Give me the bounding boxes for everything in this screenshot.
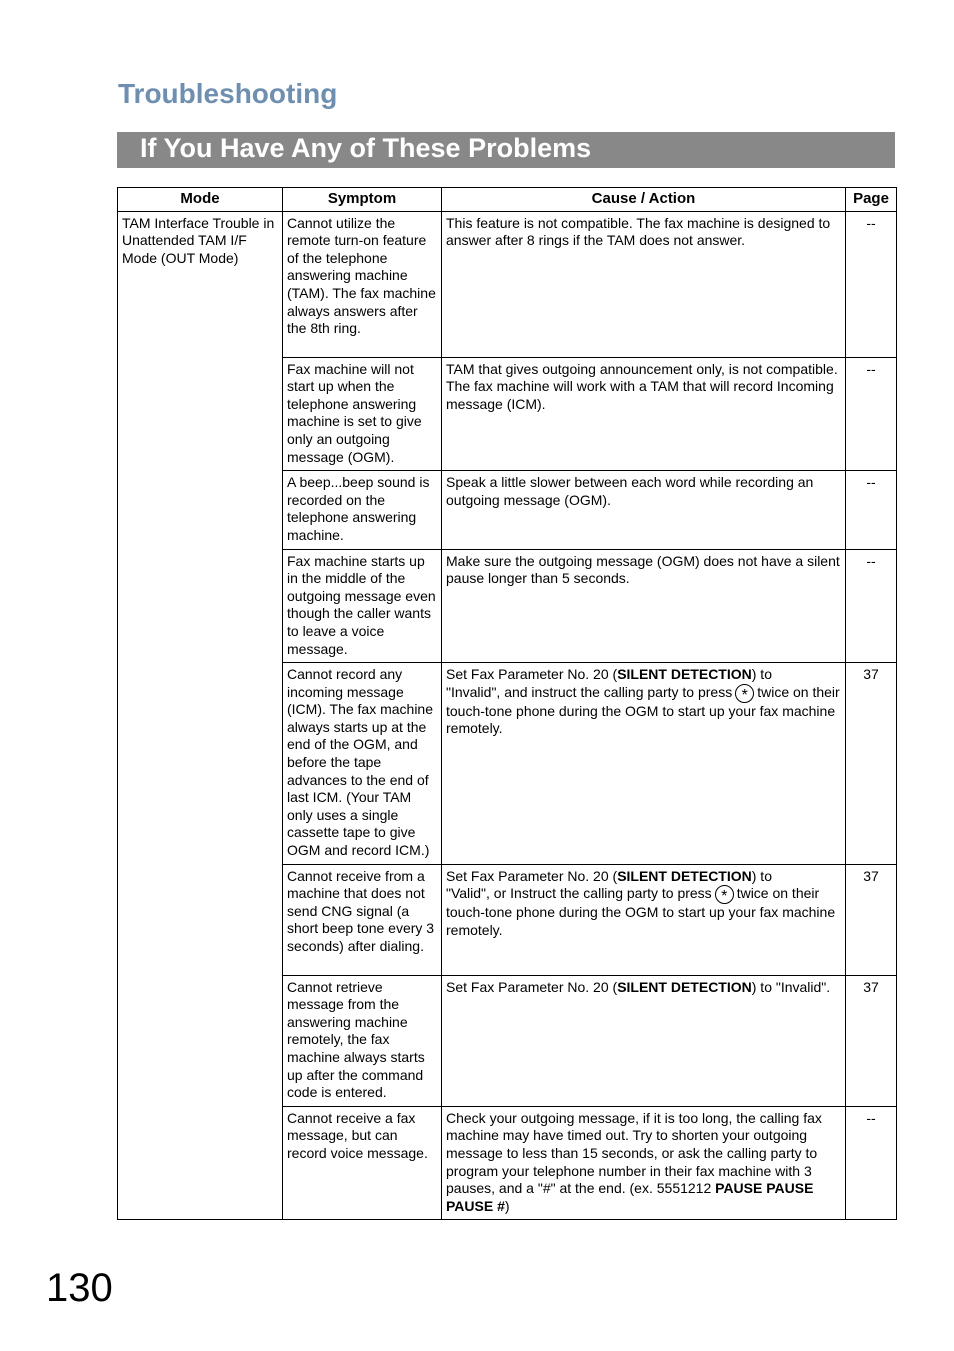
cause-text: ) to <box>751 867 772 884</box>
cause-text: Set Fax Parameter No. 20 ( <box>446 867 618 884</box>
symptom-cell: Cannot receive a fax message, but can record voice message. <box>283 1106 442 1220</box>
cause-text: ) <box>504 1197 510 1214</box>
banner-title: If You Have Any of These Problems <box>140 133 592 163</box>
symptom-cell: A beep...beep sound is recorded on the telephone answering machine. <box>283 471 442 549</box>
cause-text: ) to <box>751 666 772 683</box>
page-cell: -- <box>846 357 897 471</box>
page-cell: 37 <box>846 975 897 1106</box>
cause-cell <box>442 975 846 1106</box>
symptom-cell: Cannot retrieve message from the answering machine remotely, the fax machine always starts up after the command code is entered. <box>283 975 442 1106</box>
cause-text: "Invalid", and instruct the calling party to press <box>446 683 733 700</box>
page-number: 130 <box>46 1266 113 1310</box>
cause-cell <box>442 864 846 975</box>
cause-text: "Valid", or Instruct the calling party to press <box>446 885 712 902</box>
section-banner <box>117 132 895 168</box>
cause-bold-text: SILENT DETECTION <box>617 978 752 995</box>
cause-text: Set Fax Parameter No. 20 ( <box>446 666 618 683</box>
star-key-icon: * <box>735 684 754 703</box>
cause-text: twice on their touch-tone phone during the OGM to start up your fax machine remotely. <box>446 683 840 737</box>
cause-cell <box>442 663 846 865</box>
table-header-row <box>118 188 897 212</box>
cause-cell: Speak a little slower between each word while recording an outgoing message (OGM). <box>442 471 846 549</box>
cause-bold-text: SILENT DETECTION <box>617 666 752 683</box>
cause-cell: Make sure the outgoing message (OGM) does not have a silent pause longer than 5 seconds. <box>442 549 846 663</box>
symptom-cell: Cannot utilize the remote turn-on feature of the telephone answering machine (TAM). The fax machine always answers after the 8th ring. <box>283 211 442 357</box>
mode-cell: TAM Interface Trouble in Unattended TAM I/F Mode (OUT Mode) <box>118 211 283 1220</box>
cause-text: Check your outgoing message, if it is too long, the calling fax machine may have timed out. Try to shorten your outgoing message to less than 15 seconds, or ask the calling party to program your telephone number in their fax machine with 3 pauses, and a "#" at the end. (ex. 5551212 <box>446 1109 822 1197</box>
page-cell: 37 <box>846 663 897 865</box>
cause-text: Set Fax Parameter No. 20 ( <box>446 978 618 995</box>
header-symptom: Symptom <box>283 188 442 212</box>
header-mode: Mode <box>118 188 283 212</box>
page-cell: -- <box>846 549 897 663</box>
page-cell: -- <box>846 1106 897 1220</box>
star-key-icon: * <box>715 885 734 904</box>
cause-cell: This feature is not compatible. The fax machine is designed to answer after 8 rings if the TAM does not answer. <box>442 211 846 357</box>
page-cell: 37 <box>846 864 897 975</box>
symptom-cell: Cannot receive from a machine that does not send CNG signal (a short beep tone every 3 seconds) after dialing. <box>283 864 442 975</box>
cause-text: ) to "Invalid". <box>751 978 831 995</box>
page-cell: -- <box>846 211 897 357</box>
symptom-cell: Fax machine will not start up when the telephone answering machine is set to give only an outgoing message (OGM). <box>283 357 442 471</box>
header-cause-action: Cause / Action <box>442 188 846 212</box>
symptom-cell: Cannot record any incoming message (ICM). The fax machine always starts up at the end of the OGM, and before the tape advances to the end of last ICM. (Your TAM only uses a single cassette tape to give OGM and record ICM.) <box>283 663 442 865</box>
cause-bold-text: SILENT DETECTION <box>617 867 752 884</box>
troubleshooting-table <box>117 187 897 1220</box>
section-title: Troubleshooting <box>118 78 338 109</box>
cause-cell: TAM that gives outgoing announcement only, is not compatible. The fax machine will work with a TAM that will record Incoming message (ICM). <box>442 357 846 471</box>
cause-text: twice on their touch-tone phone during the OGM to start up your fax machine remotely. <box>446 885 836 938</box>
cause-bold-text: PAUSE PAUSE PAUSE # <box>446 1180 814 1214</box>
page-cell: -- <box>846 471 897 549</box>
cause-cell <box>442 1106 846 1220</box>
table-row <box>118 211 897 357</box>
header-page: Page <box>846 188 897 212</box>
symptom-cell: Fax machine starts up in the middle of the outgoing message even though the caller wants to leave a voice message. <box>283 549 442 663</box>
